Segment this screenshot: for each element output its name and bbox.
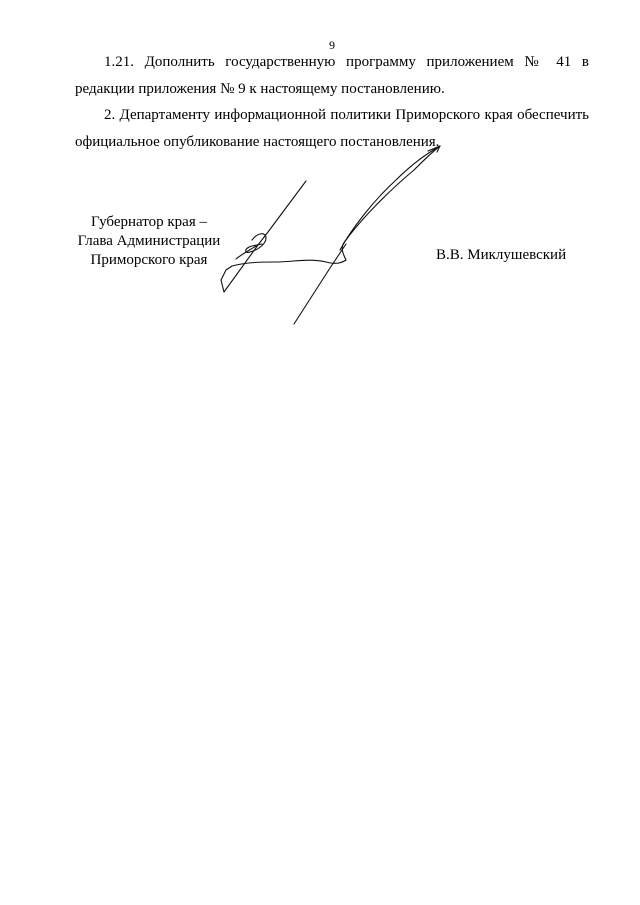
paragraph-2 xyxy=(75,102,589,156)
signer-title-line: Приморского края xyxy=(90,252,208,268)
paragraph-line: официальное опубликование настоящего постановления. xyxy=(75,134,440,150)
paragraph-1-21 xyxy=(75,49,589,103)
signer-title-line: Губернатор края – xyxy=(91,214,207,230)
paragraph-line: редакции приложения № 9 к настоящему постановлению. xyxy=(75,81,445,97)
page-number: 9 xyxy=(329,38,335,52)
signer-title xyxy=(60,213,238,270)
paragraph-line: 1.21. Дополнить государственную программу приложением № 41 в xyxy=(104,54,589,70)
paragraph-line: 2. Департаменту информационной политики Приморского края обеспечить xyxy=(104,107,589,123)
signer-title-line: Глава Администрации xyxy=(77,233,221,249)
signer-name: В.В. Миклушевский xyxy=(436,247,567,263)
